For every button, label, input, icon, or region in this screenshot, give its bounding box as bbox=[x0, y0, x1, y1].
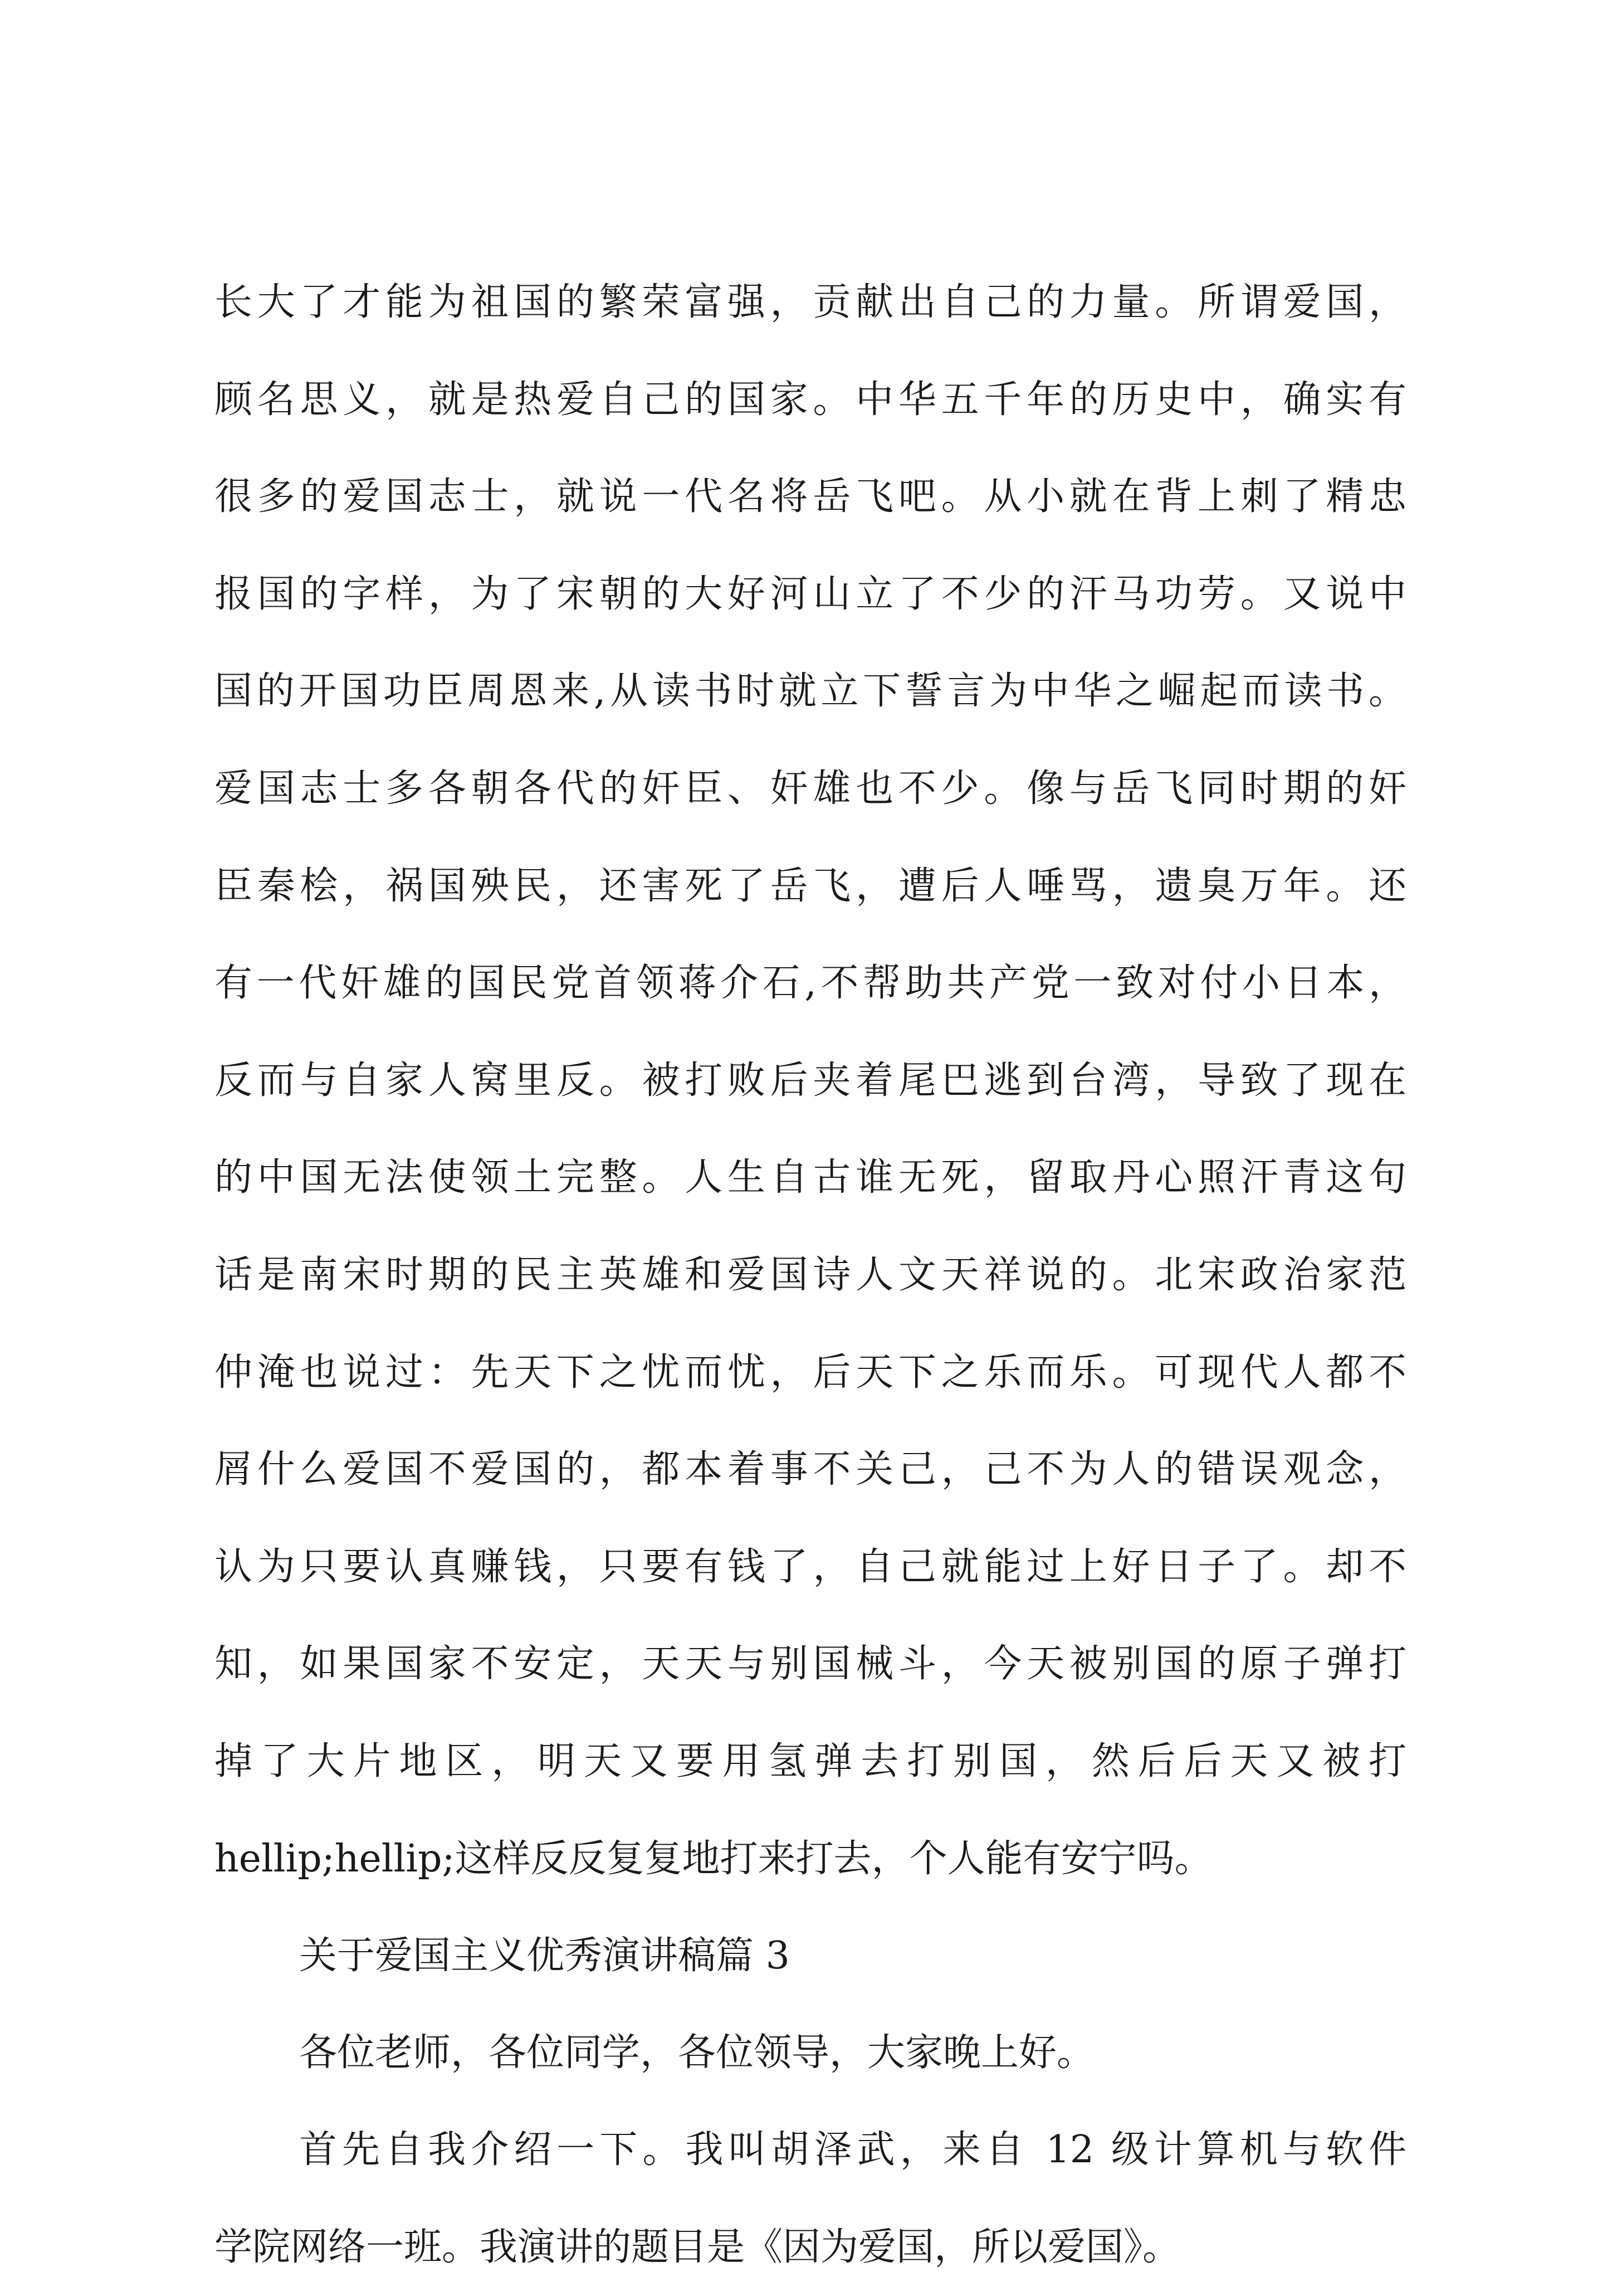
intro-paragraph bbox=[214, 2102, 1406, 2296]
text-line: 臣秦桧，祸国殃民，还害死了岳飞，遭后人唾骂，遗臭万年。还 bbox=[214, 864, 1406, 908]
intro-line: 首先自我介绍一下。我叫胡泽武，来自 12 级计算机与软件 bbox=[299, 2128, 1406, 2172]
text-line: 顾名思义，就是热爱自己的国家。中华五千年的历史中，确实有 bbox=[214, 377, 1406, 422]
text-line: 有一代奸雄的国民党首领蒋介石,不帮助共产党一致对付小日本， bbox=[214, 961, 1406, 1006]
section-title-text: 关于爱国主义优秀演讲稿篇 3 bbox=[299, 1934, 790, 1978]
text-line: 屑什么爱国不爱国的，都本着事不关己，己不为人的错误观念， bbox=[214, 1447, 1406, 1492]
text-line: 话是南宋时期的民主英雄和爱国诗人文天祥说的。北宋政治家范 bbox=[214, 1252, 1406, 1297]
text-line: 很多的爱国志士，就说一代名将岳飞吧。从小就在背上刺了精忠 bbox=[214, 475, 1406, 519]
greeting-text: 各位老师，各位同学，各位领导，大家晚上好。 bbox=[299, 2031, 1095, 2075]
text-line: 长大了才能为祖国的繁荣富强，贡献出自己的力量。所谓爱国， bbox=[214, 280, 1406, 324]
text-line: 知，如果国家不安定，天天与别国械斗，今天被别国的原子弹打 bbox=[214, 1642, 1406, 1686]
text-line: 爱国志士多各朝各代的奸臣、奸雄也不少。像与岳飞同时期的奸 bbox=[214, 766, 1406, 811]
intro-line: 学院网络一班。我演讲的题目是《因为爱国，所以爱国》。 bbox=[214, 2225, 1181, 2269]
text-line: 报国的字样，为了宋朝的大好河山立了不少的汗马功劳。又说中 bbox=[214, 572, 1406, 616]
text-line: 国的开国功臣周恩来,从读书时就立下誓言为中华之崛起而读书。 bbox=[214, 669, 1406, 714]
text-line: 掉了大片地区，明天又要用氢弹去打别国，然后后天又被打 bbox=[214, 1739, 1406, 1783]
text-line: 反而与自家人窝里反。被打败后夹着尾巴逃到台湾，导致了现在 bbox=[214, 1058, 1406, 1103]
greeting-paragraph bbox=[214, 2005, 1406, 2102]
continuation-paragraph bbox=[214, 254, 1406, 1908]
text-line: 的中国无法使领土完整。人生自古谁无死，留取丹心照汗青这句 bbox=[214, 1156, 1406, 1200]
text-line: 仲淹也说过：先天下之忧而忧，后天下之乐而乐。可现代人都不 bbox=[214, 1350, 1406, 1395]
text-line: hellip;hellip;这样反反复复地打来打去，个人能有安宁吗。 bbox=[214, 1836, 1213, 1881]
text-line: 认为只要认真赚钱，只要有钱了，自己就能过上好日子了。却不 bbox=[214, 1544, 1406, 1589]
section-title bbox=[214, 1908, 1406, 2005]
